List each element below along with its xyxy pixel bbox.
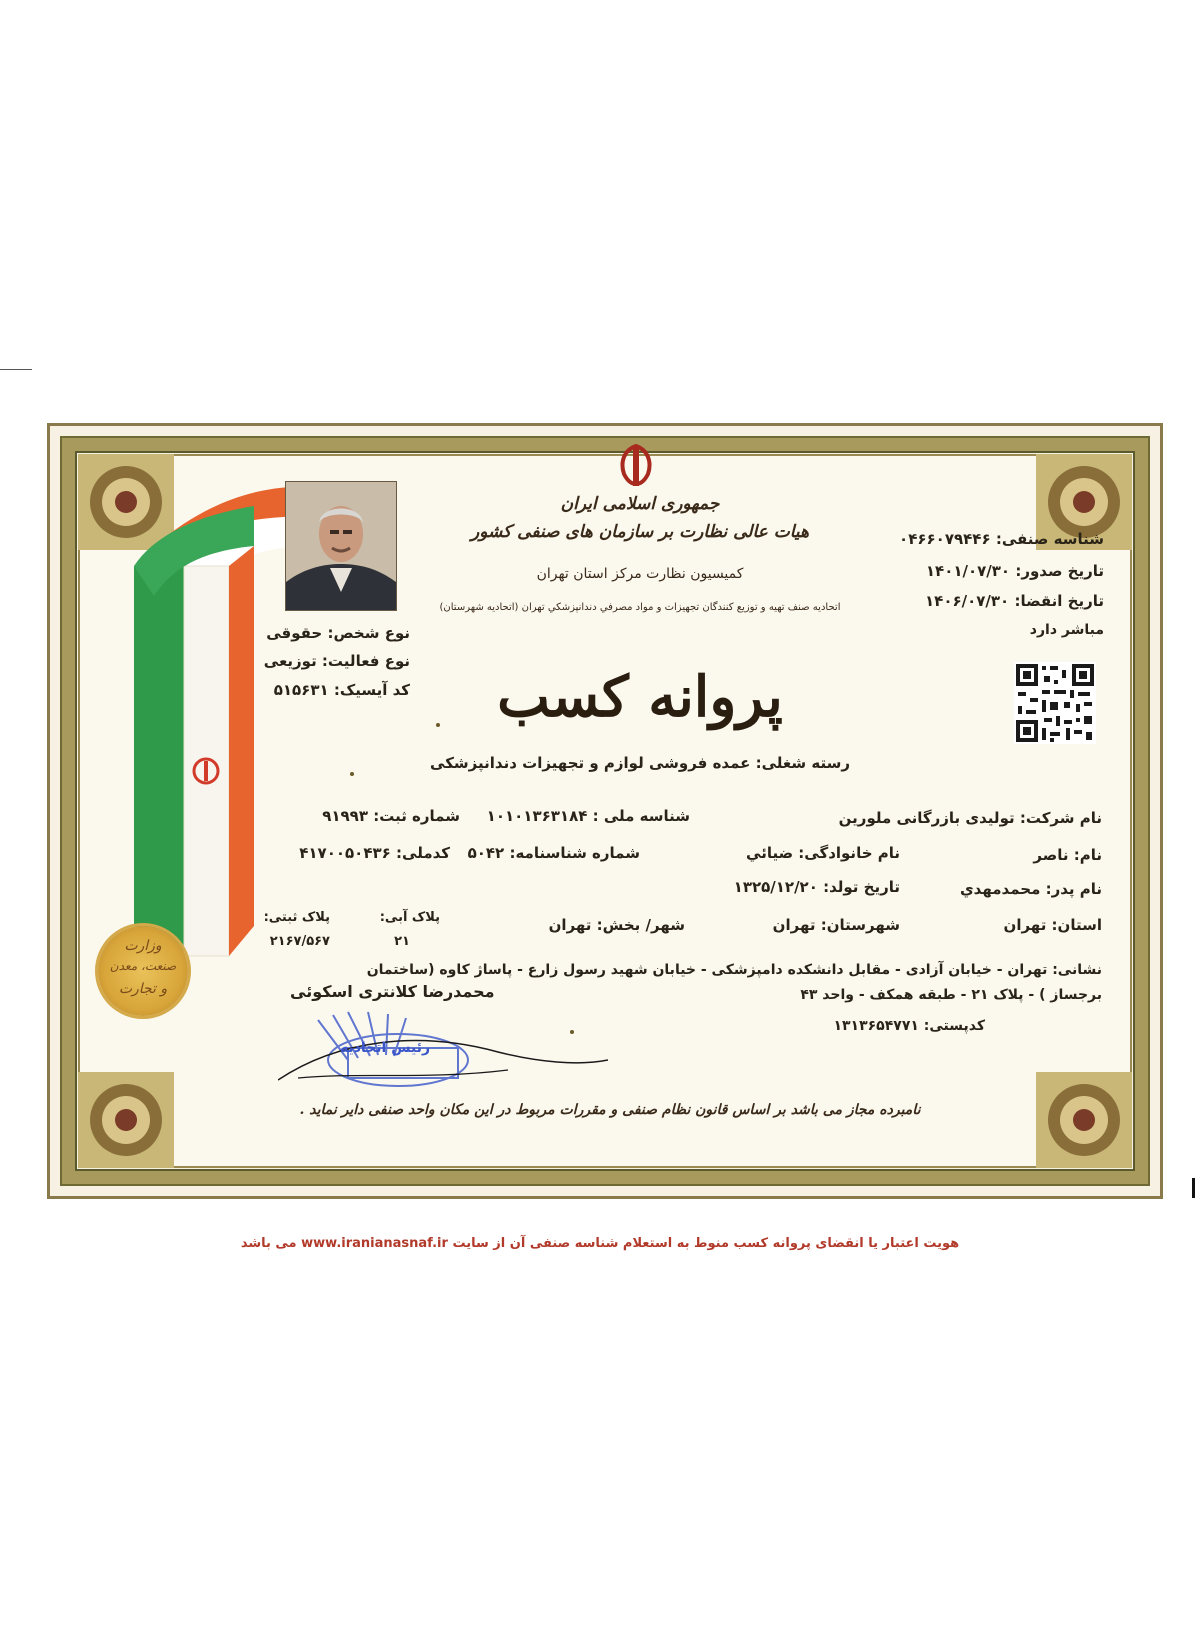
postal-code: کدپستی: ۱۳۱۳۶۵۴۷۷۱ xyxy=(833,1018,985,1034)
commission-title: کمیسیون نظارت مرکز استان تهران xyxy=(536,566,744,582)
stamp-and-signature xyxy=(278,1000,608,1100)
company-name: نام شرکت: تولیدی بازرگانی ملورین xyxy=(838,809,1102,827)
verification-note: هویت اعتبار یا انقضای پروانه کسب منوط به استعلام شناسه صنفی آن از سایت www.iranianasnaf.ir می باشد xyxy=(240,1236,960,1251)
decorative-dot xyxy=(436,723,440,727)
national-code: کدملی: ۴۱۷۰۰۵۰۴۳۶ xyxy=(299,844,450,862)
water-plate-value: ۲۱ xyxy=(394,934,410,949)
last-name: نام خانوادگی: ضیائي xyxy=(746,844,900,862)
birth-certificate-number: شماره شناسنامه: ۵۰۴۲ xyxy=(467,844,640,862)
national-id: شناسه ملی : ۱۰۱۰۱۳۶۳۱۸۴ xyxy=(486,807,690,825)
isic-code: کد آیسیک: ۵۱۵۶۳۱ xyxy=(273,681,410,699)
corner-ornament-bottom-right xyxy=(1036,1072,1132,1168)
registration-number: شماره ثبت: ۹۱۹۹۳ xyxy=(322,807,460,825)
union-title: اتحادیه صنف تهیه و توزیع کنندگان تجهیزات و مواد مصرفي دندانپزشكي تهران (اتحادیه شهرستان) xyxy=(439,602,841,613)
decorative-dot xyxy=(350,772,354,776)
stamp-text: رئیس اتحادیه xyxy=(340,1040,431,1056)
father-name: نام پدر: محمدمهدي xyxy=(959,880,1102,898)
registered-plate-value: ۲۱۶۷/۵۶۷ xyxy=(269,934,330,949)
first-name: نام: ناصر xyxy=(1033,846,1102,864)
qr-code xyxy=(1014,662,1096,744)
activity-type: نوع فعالیت: توزیعی xyxy=(263,652,410,670)
owner-photo xyxy=(285,481,397,611)
license-permission-note: نامبرده مجاز می باشد بر اساس قانون نظام صنفی و مقررات مربوط در این مکان واحد صنفی دایر نماید . xyxy=(299,1102,921,1118)
county: شهرستان: تهران xyxy=(772,916,900,934)
city: شهر/ بخش: تهران xyxy=(548,916,685,934)
page-title: پروانه کسب xyxy=(497,664,783,730)
board-title: هیات عالی نظارت بر سازمان های صنفی کشور xyxy=(471,522,809,542)
ministry-seal xyxy=(98,926,188,1016)
issue-date: تاریخ صدور: ۱۴۰۱/۰۷/۳۰ xyxy=(925,562,1104,580)
republic-title: جمهوری اسلامی ایران xyxy=(560,494,720,514)
scan-artifact xyxy=(1192,1178,1195,1198)
address-line-2: برجساز ) - پلاک ۲۱ - طبقه همکف - واحد ۴۳ xyxy=(800,987,1102,1003)
seal-line-2: صنعت، معدن xyxy=(109,959,177,973)
certificate xyxy=(47,423,1163,1199)
guild-id: شناسه صنفی: ۰۴۶۶۰۷۹۴۴۶ xyxy=(899,530,1104,548)
birth-date: تاریخ تولد: ۱۳۲۵/۱۲/۲۰ xyxy=(733,878,900,896)
expiry-date: تاریخ انقضا: ۱۴۰۶/۰۷/۳۰ xyxy=(925,592,1104,610)
seal-line-1: وزارت xyxy=(124,938,162,954)
occupation: رسته شغلی: عمده فروشی لوازم و تجهیزات دندانپزشکی xyxy=(430,754,850,772)
signatory-name: محمدرضا کلانتری اسکوئی xyxy=(290,982,495,1001)
address-line-1: نشانی: تهران - خیابان آزادی - مقابل دانشکده دامپزشکی - خیابان شهید رسول زارع - پاساژ کاوه (ساختمان xyxy=(366,962,1102,978)
emblem-icon xyxy=(610,440,662,492)
water-plate-label: پلاک آبی: xyxy=(379,910,440,925)
scan-artifact xyxy=(0,369,32,370)
person-type: نوع شخص: حقوقی xyxy=(266,624,410,642)
registered-plate-label: پلاک ثبتی: xyxy=(263,910,330,925)
province: استان: تهران xyxy=(1003,916,1102,934)
corner-ornament-bottom-left xyxy=(78,1072,174,1168)
seal-line-3: و تجارت xyxy=(118,981,168,997)
direct-manager: مباشر دارد xyxy=(1029,622,1104,638)
